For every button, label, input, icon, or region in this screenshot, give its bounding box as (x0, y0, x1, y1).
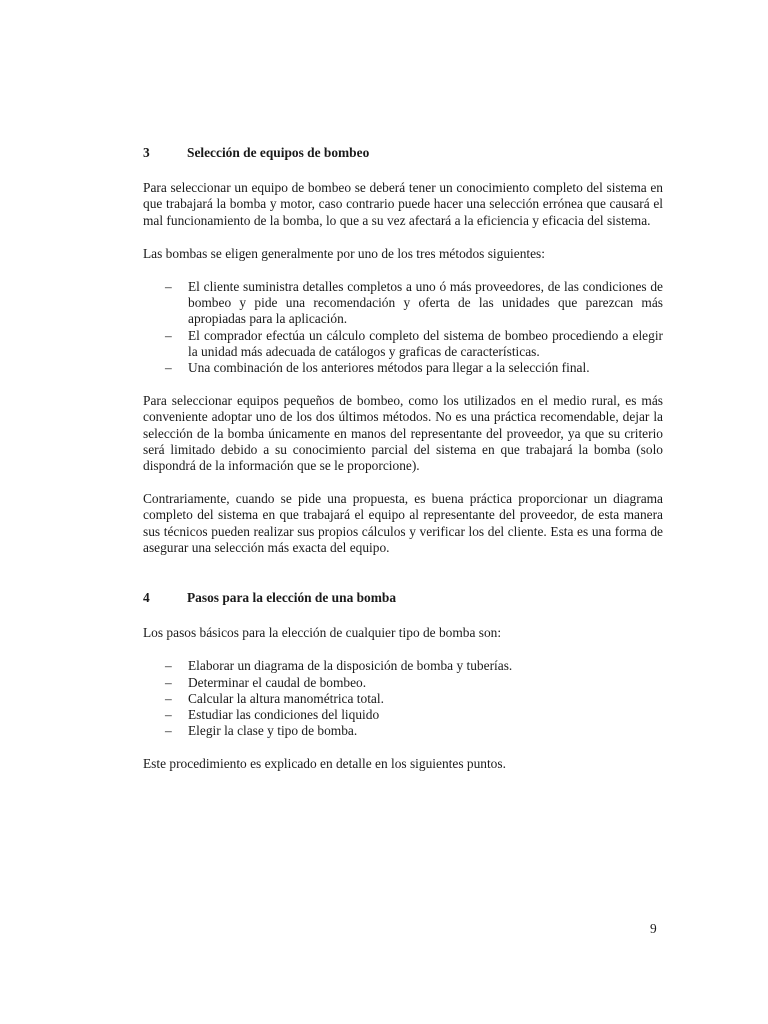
list-item-text: Determinar el caudal de bombeo. (188, 674, 367, 690)
list-item (143, 360, 663, 376)
dash-bullet: – (165, 279, 172, 295)
dash-bullet: – (165, 690, 172, 706)
section-4-closing: Este procedimiento es explicado en detalle en los siguientes puntos. (143, 756, 506, 772)
section-4-number: 4 (143, 590, 150, 606)
dash-bullet: – (165, 723, 172, 739)
list-item-text: Una combinación de los anteriores métodos para llegar a la selección final. (188, 360, 590, 376)
section-3-number: 3 (143, 145, 150, 160)
list-item-text: Elaborar un diagrama de la disposición de bomba y tuberías. (188, 658, 513, 674)
list-item (143, 279, 663, 328)
section-4-title: Pasos para la elección de una bomba (187, 590, 397, 606)
section-3-heading (143, 145, 663, 161)
methods-list (143, 279, 663, 376)
section-4-intro: Los pasos básicos para la elección de cualquier tipo de bomba son: (143, 625, 502, 641)
list-item (143, 328, 663, 360)
section-4-heading (143, 590, 663, 606)
section-3-paragraph-3: Para seleccionar equipos pequeños de bombeo, como los utilizados en el medio rural, es más conveniente adoptar uno de los dos últimos métodos. No es una práctica recomendable, dejar la selección de la bomba únicamente en manos del representante del proveedor, ya que su criterio será limitado debido a su conocimiento parcial del sistema en que trabajará la bomba (solo dispondrá de la información que se le proporcione). (143, 393, 663, 474)
steps-list (143, 658, 663, 739)
list-item-text: El comprador efectúa un cálculo completo del sistema de bombeo procediendo a elegir la unidad más adecuada de catálogos y graficas de características. (188, 327, 663, 359)
list-item-text: Elegir la clase y tipo de bomba. (188, 723, 358, 739)
dash-bullet: – (165, 674, 172, 690)
list-item-text: Calcular la altura manométrica total. (188, 690, 384, 706)
dash-bullet: – (165, 658, 172, 674)
list-item-text: Estudiar las condiciones del liquido (188, 707, 380, 723)
section-3-paragraph-4: Contrariamente, cuando se pide una propuesta, es buena práctica proporcionar un diagrama completo del sistema en que trabajará el equipo al representante del proveedor, de esta manera sus técnicos pueden realizar sus propios cálculos y verificar los del cliente. Esta es una forma de asegurar una selección más exacta del equipo. (143, 491, 663, 555)
list-item (143, 707, 663, 723)
document-page (143, 145, 663, 773)
list-item (143, 658, 663, 674)
dash-bullet: – (165, 707, 172, 723)
list-item-text: El cliente suministra detalles completos a uno ó más proveedores, de las condiciones de bombeo y pide una recomendación y oferta de las unidades que parezcan más apropiadas para la aplicación. (188, 279, 663, 327)
list-item (143, 691, 663, 707)
dash-bullet: – (165, 327, 172, 343)
page-number: 9 (650, 921, 657, 936)
section-3-paragraph-1: Para seleccionar un equipo de bombeo se deberá tener un conocimiento completo del sistema en que trabajará la bomba y motor, caso contrario puede hacer una selección errónea que causará el mal funcionamiento de la bomba, lo que a su vez afectará a la eficiencia y eficacia del sistema. (143, 180, 663, 228)
dash-bullet: – (165, 360, 172, 376)
list-item (143, 675, 663, 691)
section-3-paragraph-2: Las bombas se eligen generalmente por uno de los tres métodos siguientes: (143, 245, 545, 261)
section-3-title: Selección de equipos de bombeo (187, 145, 370, 160)
list-item (143, 723, 663, 739)
